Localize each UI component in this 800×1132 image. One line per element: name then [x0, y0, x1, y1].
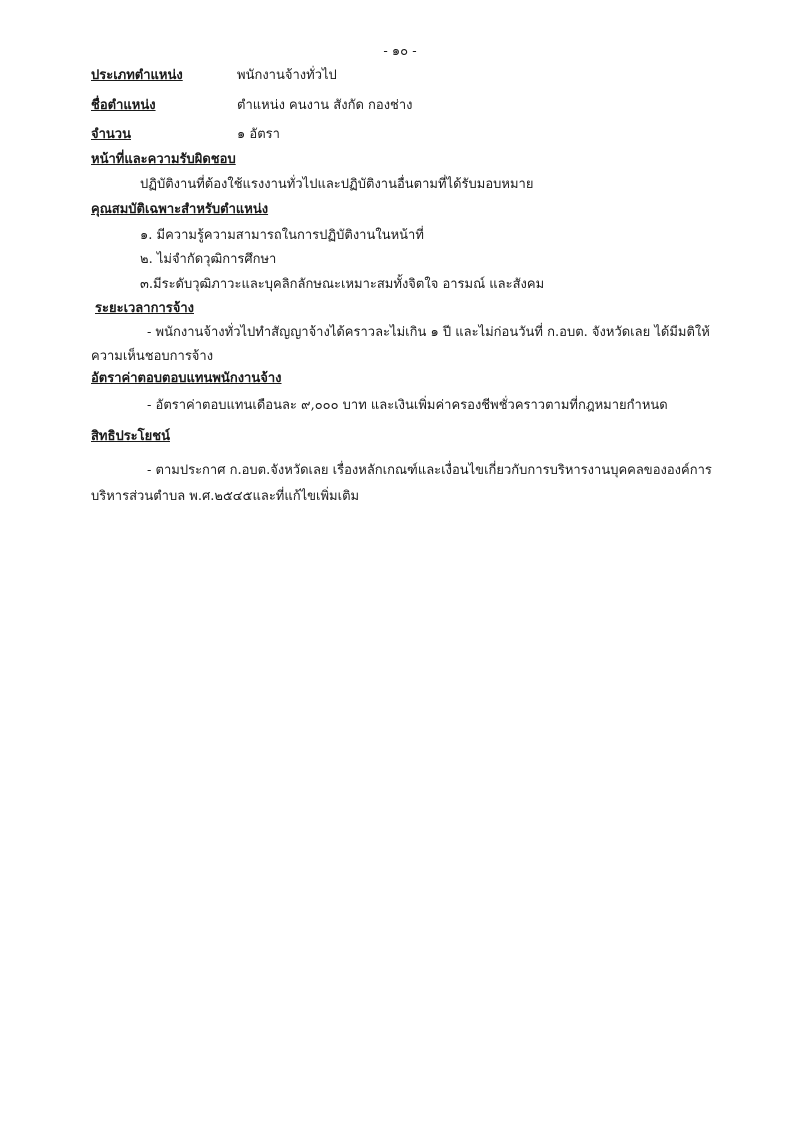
qualifications-heading: คุณสมบัติเฉพาะสำหรับตำแหน่ง — [91, 202, 269, 217]
compensation-heading: อัตราค่าตอบตอบแทนพนักงานจ้าง — [91, 371, 282, 386]
quantity-label: จำนวน — [91, 127, 131, 142]
page-number: - ๑๐ - — [383, 44, 417, 59]
qualification-item: ๓.มีระดับวุฒิภาวะและบุคลิกลักษณะเหมาะสมทั้งจิตใจ อารมณ์ และสังคม — [140, 277, 545, 292]
qualification-item: ๒. ไม่จำกัดวุฒิการศึกษา — [140, 252, 277, 267]
position-type-value: พนักงานจ้างทั่วไป — [237, 68, 337, 83]
employment-period-line1: - พนักงานจ้างทั่วไปทำสัญญาจ้างได้คราวละไม่เกิน ๑ ปี และไม่ก่อนวันที่ ก.อบต. จังหวัดเลย ได้มีมติให้ — [147, 325, 710, 340]
employment-period-heading: ระยะเวลาการจ้าง — [95, 301, 194, 316]
qualification-item: ๑. มีความรู้ความสามารถในการปฏิบัติงานในหน้าที่ — [140, 228, 424, 243]
benefits-heading: สิทธิประโยชน์ — [91, 429, 170, 444]
quantity-value: ๑ อัตรา — [237, 127, 280, 142]
benefits-line2: บริหารส่วนตำบล พ.ศ.๒๕๔๕และที่แก้ไขเพิ่มเติม — [91, 489, 360, 504]
duties-text: ปฏิบัติงานที่ต้องใช้แรงงานทั่วไปและปฏิบัติงานอื่นตามที่ได้รับมอบหมาย — [140, 177, 534, 192]
compensation-text: - อัตราค่าตอบแทนเดือนละ ๙,๐๐๐ บาท และเงินเพิ่มค่าครองชีพชั่วคราวตามที่กฎหมายกำหนด — [147, 398, 668, 413]
employment-period-line2: ความเห็นชอบการจ้าง — [91, 349, 214, 364]
duties-heading: หน้าที่และความรับผิดชอบ — [91, 152, 236, 167]
position-name-value: ตำแหน่ง คนงาน สังกัด กองช่าง — [237, 98, 413, 113]
position-name-label: ชื่อตำแหน่ง — [91, 98, 156, 113]
position-type-label: ประเภทตำแหน่ง — [91, 68, 183, 83]
benefits-line1: - ตามประกาศ ก.อบต.จังหวัดเลย เรื่องหลักเกณฑ์และเงื่อนไขเกี่ยวกับการบริหารงานบุคคลขององค์การ — [147, 463, 712, 478]
